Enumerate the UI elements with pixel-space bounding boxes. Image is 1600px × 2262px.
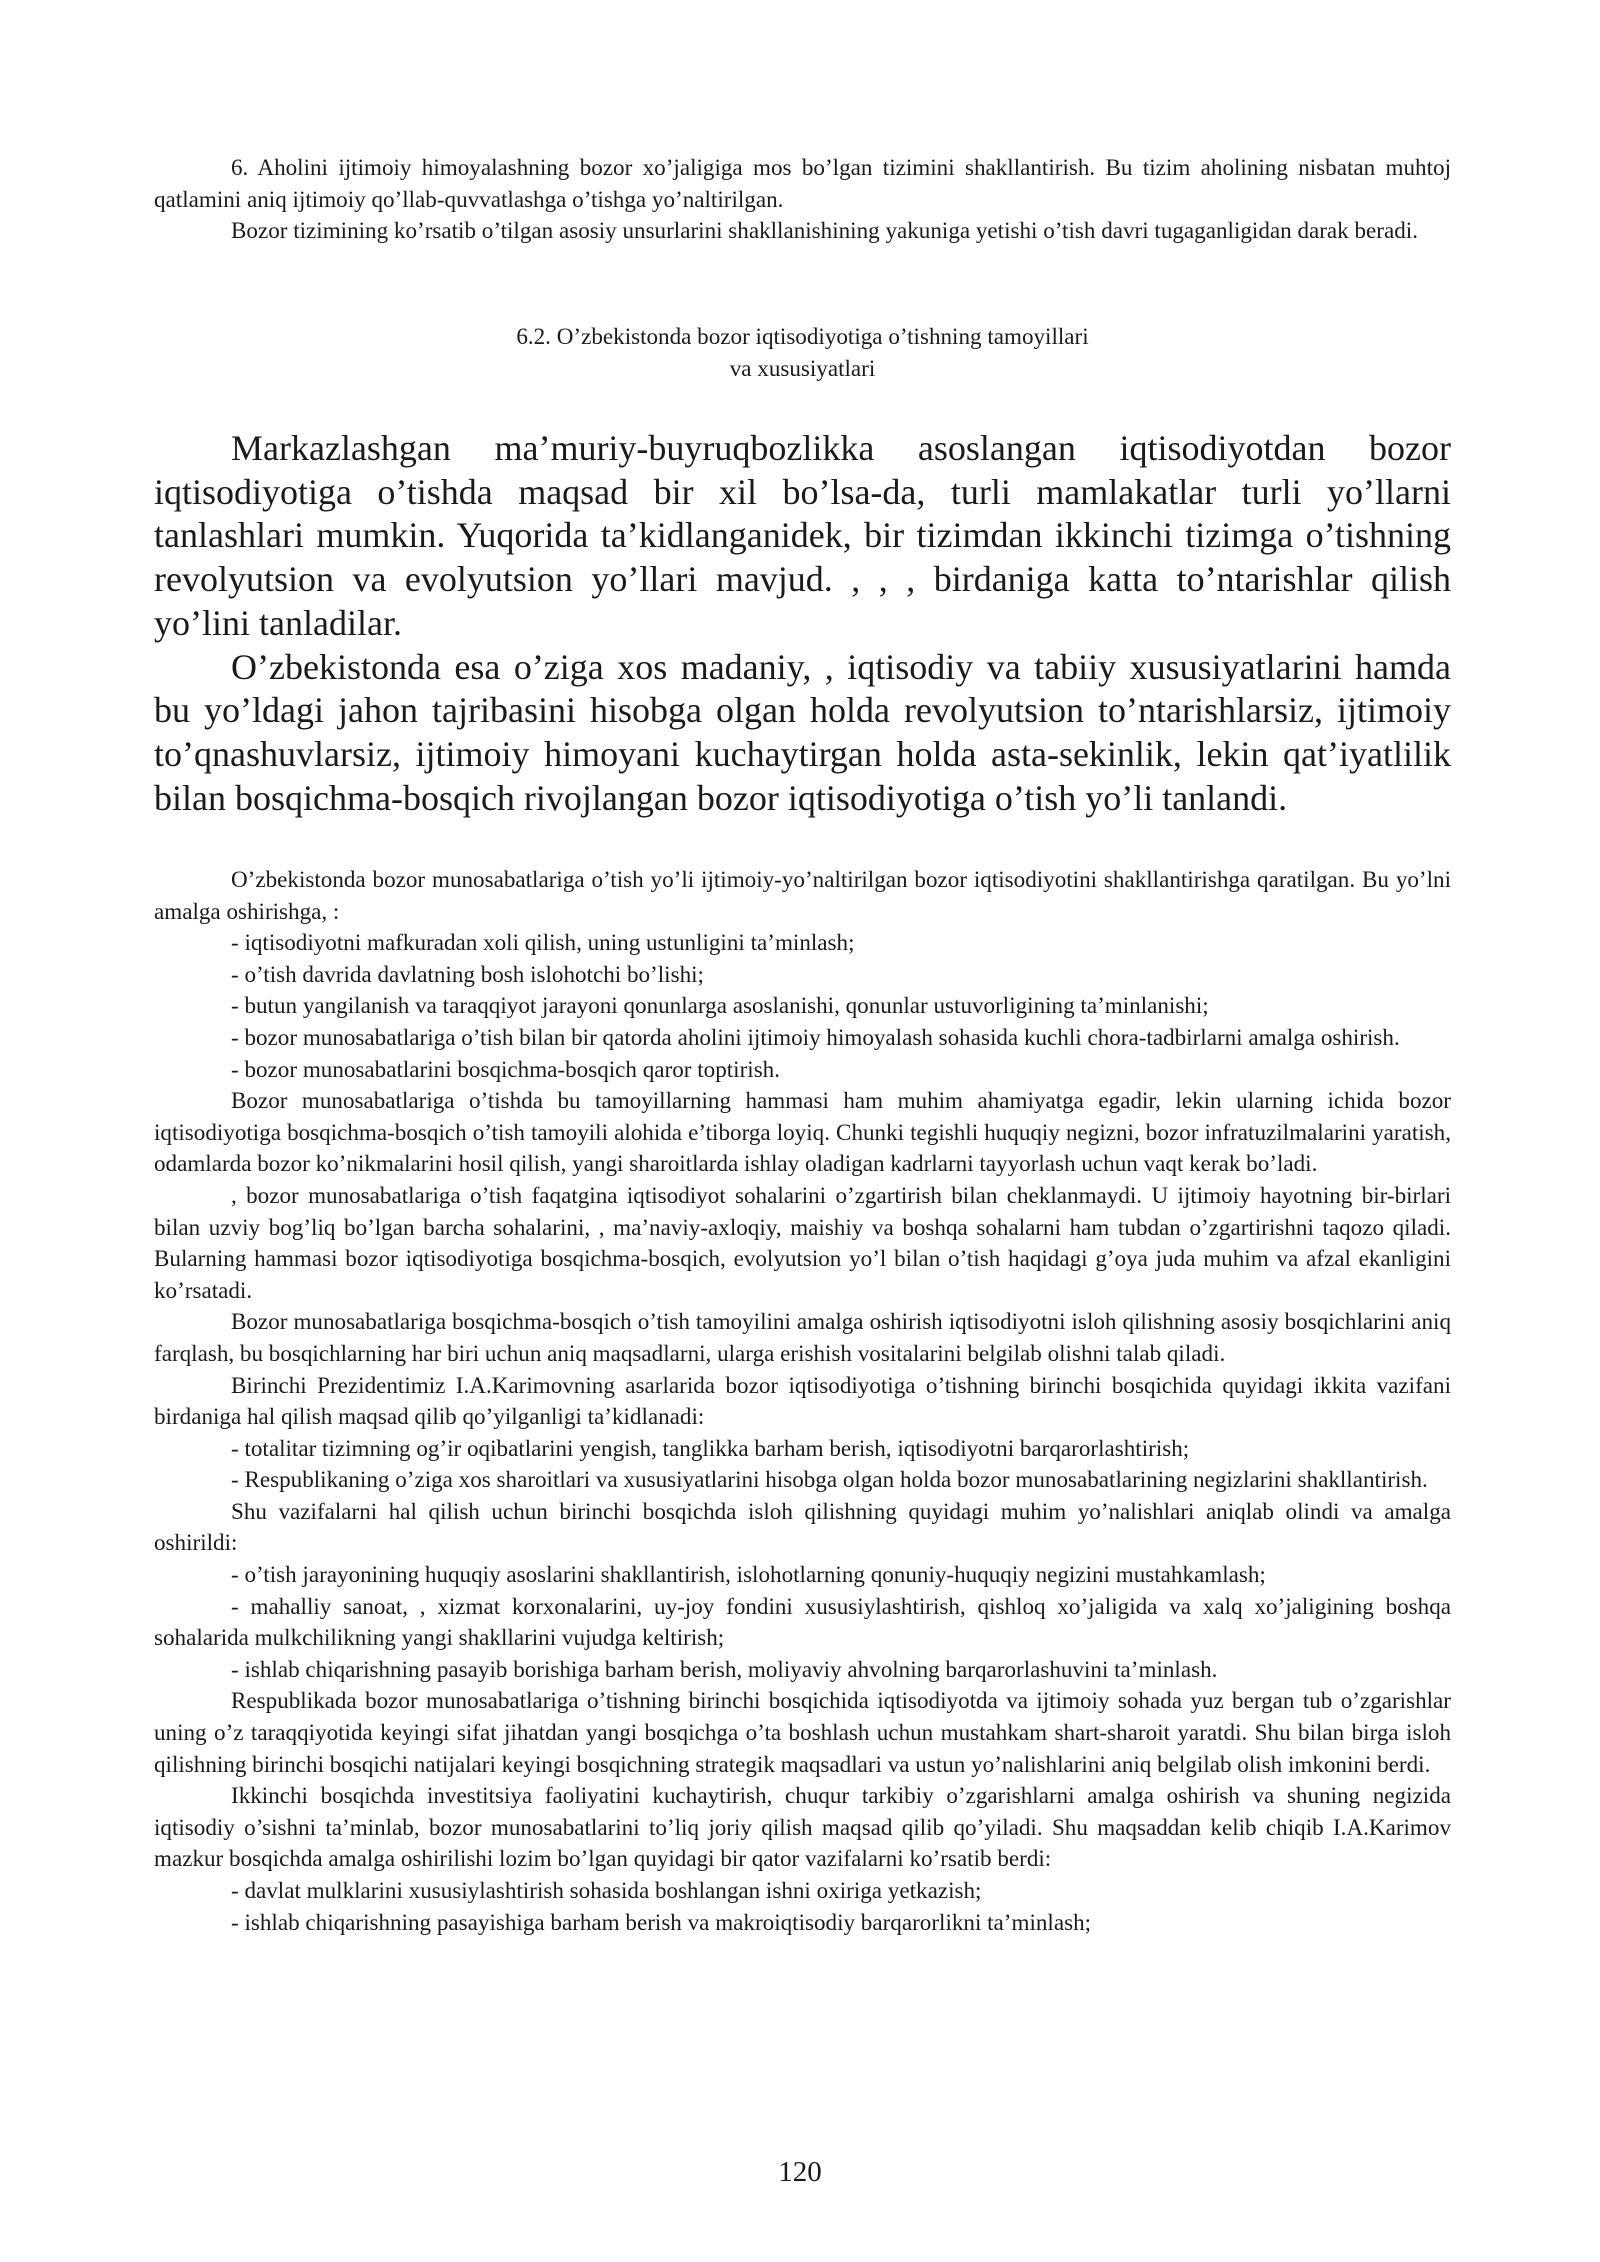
list-item: - iqtisodiyotni mafkuradan xoli qilish, uning ustunligini ta’minlash; <box>231 929 855 956</box>
page-number: 120 <box>778 2156 822 2188</box>
paragraph: 6. Aholini ijtimoiy himoyalashning bozor xo’jaligiga mos bo’lgan tizimini shakllantirish. Bu tizim aholining nisbatan muhtoj qatlamini aniq ijtimoiy qo’llab-quvvatlashga o’tishga yo’naltirilgan. <box>154 154 1451 212</box>
paragraph: O’zbekistonda bozor munosabatlariga o’tish yo’li ijtimoiy-yo’naltirilgan bozor iqtisodiyotini shakllantirishga qaratilgan. Bu yo’lni amalga oshirishga, : <box>154 866 1451 924</box>
paragraph: Shu vazifalarni hal qilish uchun birinchi bosqichda isloh qilishning quyidagi muhim yo’nalishlari aniqlab olindi va amalga oshirildi: <box>154 1497 1451 1556</box>
section-title-line: va xususiyatlari <box>729 354 876 381</box>
intro-section <box>154 152 1451 247</box>
list-item: - totalitar tizimning og’ir oqibatlarini yengish, tanglikka barham berish, iqtisodiyotni barqarorlashtirish; <box>231 1434 1190 1461</box>
body-section <box>154 864 1451 1938</box>
list-item: - Respublikaning o’ziga xos sharoitlari va xususiyatlarini hisobga olgan holda bozor munosabatlarining negizlarini shakllantirish. <box>231 1466 1428 1493</box>
section-title <box>154 321 1451 384</box>
paragraph: Bozor tizimining ko’rsatib o’tilgan asosiy unsurlarini shakllanishining yakuniga yetishi o’tish davri tugaganligidan darak beradi. <box>231 217 1418 244</box>
paragraph: Birinchi Prezidentimiz I.A.Karimovning asarlarida bozor iqtisodiyotiga o’tishning birinchi bosqichida quyidagi ikkita vazifani birdaniga hal qilish maqsad qilib qo’yilganligi ta’kidlanadi: <box>154 1371 1451 1430</box>
paragraph: Ikkinchi bosqichda investitsiya faoliyatini kuchaytirish, chuqur tarkibiy o’zgarishlarni amalga oshirish va shuning negizida iqtisodiy o’sishni ta’minlab, bozor munosabatlarini to’liq joriy qilish maqsad qilib qo’yiladi. Shu maqsaddan kelib chiqib I.A.Karimov mazkur bosqichda amalga oshirilishi lozim bo’lgan quyidagi bir qator vazifalarni ko’rsatib berdi: <box>154 1782 1451 1872</box>
list-item: - bozor munosabatlarini bosqichma-bosqich qaror toptirish. <box>231 1055 780 1082</box>
list-item: - bozor munosabatlariga o’tish bilan bir qatorda aholini ijtimoiy himoyalash sohasida kuchli chora-tadbirlarni amalga oshirish. <box>231 1023 1400 1050</box>
list-item: - mahalliy sanoat, , xizmat korxonalarini, uy-joy fondini xususiylashtirish, qishloq xo’jaligida va xalq xo’jaligining boshqa sohalarida mulkchilikning yangi shakllarini vujudga keltirish; <box>154 1592 1451 1651</box>
list-item: - o’tish davrida davlatning bosh islohotchi bo’lishi; <box>231 960 704 987</box>
large-text-section <box>154 427 1451 820</box>
large-paragraph: O’zbekistonda esa o’ziga xos madaniy, , iqtisodiy va tabiiy xususiyatlarini hamda bu yo’ldagi jahon tajribasini hisobga olgan holda revolyutsion to’ntarishlarsiz, ijtimoiy to’qnashuvlarsiz, ijtimoiy himoyani kuchaytirgan holda asta-sekinlik, lekin qat’iyatlilik bilan bosqichma-bosqich rivojlangan bozor iqtisodiyotiga o’tish yo’li tanlandi. <box>154 646 1451 818</box>
list-item: - butun yangilanish va taraqqiyot jarayoni qonunlarga asoslanishi, qonunlar ustuvorligining ta’minlanishi; <box>231 992 1209 1019</box>
list-item: - ishlab chiqarishning pasayib borishiga barham berish, moliyaviy ahvolning barqarorlashuvini ta’minlash. <box>231 1655 1218 1682</box>
list-item: - davlat mulklarini xususiylashtirish sohasida boshlangan ishni oxiriga yetkazish; <box>231 1877 982 1903</box>
paragraph: Respublikada bozor munosabatlariga o’tishning birinchi bosqichida iqtisodiyotda va ijtimoiy sohada yuz bergan tub o’zgarishlar uning o’z taraqqiyotida keyingi sifat jihatdan yangi bosqichga o’ta boshlash uchun mustahkam shart-sharoit yaratdi. Shu bilan birga isloh qilishning birinchi bosqichi natijalari keyingi bosqichning strategik maqsadlari va ustun yo’nalishlarini aniq belgilab olish imkonini berdi. <box>154 1687 1451 1777</box>
list-item: - o’tish jarayonining huquqiy asoslarini shakllantirish, islohotlarning qonuniy-huquqiy negizini mustahkamlash; <box>231 1561 1266 1588</box>
list-item: - ishlab chiqarishning pasayishiga barham berish va makroiqtisodiy barqarorlikni ta’minlash; <box>231 1908 1092 1935</box>
paragraph: Bozor munosabatlariga bosqichma-bosqich o’tish tamoyilini amalga oshirish iqtisodiyotni isloh qilishning asosiy bosqichlarini aniq farqlash, bu bosqichlarning har biri uchun aniq maqsadlarni, ularga erishish vositalarini belgilab olishni talab qiladi. <box>154 1308 1451 1366</box>
paragraph: , bozor munosabatlariga o’tish faqatgina iqtisodiyot sohalarini o’zgartirish bilan cheklanmaydi. U ijtimoiy hayotning bir-birlari bilan uzviy bog’liq bo’lgan barcha sohalarini, , ma’naviy-axloqiy, maishiy va boshqa sohalarni ham tubdan o’zgartirishni taqozo qiladi. Bularning hammasi bozor iqtisodiyotiga bosqichma-bosqich, evolyutsion yo’l bilan o’tish haqidagi g’oya juda muhim va afzal ekanligini ko’rsatadi. <box>154 1181 1451 1303</box>
large-paragraph: Markazlashgan ma’muriy-buyruqbozlikka asoslangan iqtisodiyotdan bozor iqtisodiyotiga o’tishda maqsad bir xil bo’lsa-da, turli mamlakatlar turli yo’llarni tanlashlari mumkin. Yuqorida ta’kidlanganidek, bir tizimdan ikkinchi tizimga o’tishning revolyutsion va evolyutsion yo’llari mavjud. , , , birdaniga katta to’ntarishlar qilish yo’lini tanladilar. <box>154 428 1451 643</box>
section-title-line: 6.2. O’zbekistonda bozor iqtisodiyotiga o’tishning tamoyillari <box>516 323 1089 349</box>
paragraph: Bozor munosabatlariga o’tishda bu tamoyillarning hammasi ham muhim ahamiyatga egadir, lekin ularning ichida bozor iqtisodiyotiga bosqichma-bosqich o’tish tamoyili alohida e’tiborga loyiq. Chunki tegishli huquqiy negizni, bozor infratuzilmalarini yaratish, odamlarda bozor ko’nikmalarini hosil qilish, yangi sharoitlarda ishlay oladigan kadrlarni tayyorlash uchun vaqt kerak bo’ladi. <box>154 1087 1451 1177</box>
